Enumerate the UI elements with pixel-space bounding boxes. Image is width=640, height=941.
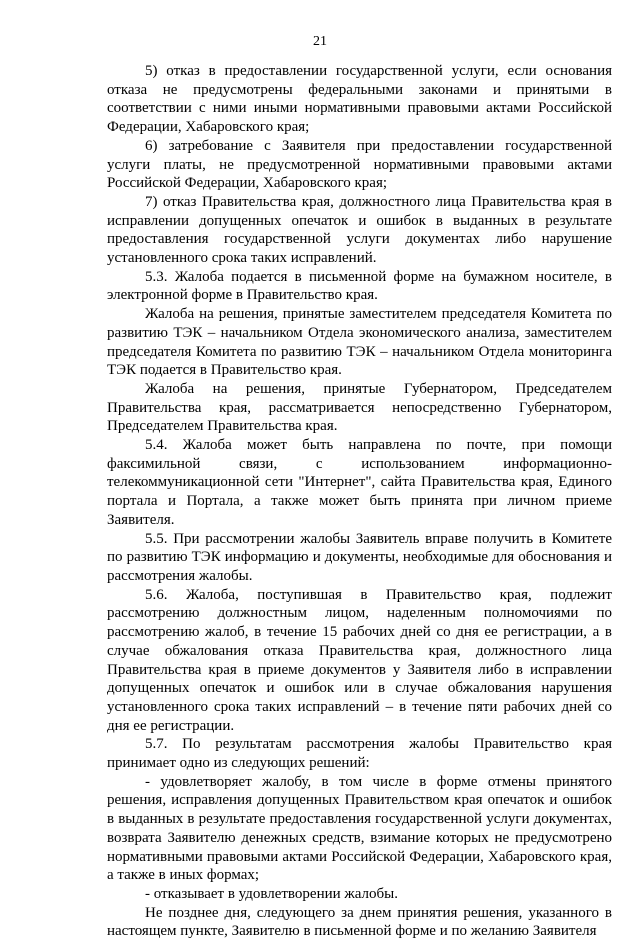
paragraph-5-7: 5.7. По результатам рассмотрения жалобы Правительство края принимает одно из следующих решений: [107, 736, 612, 772]
paragraph-complaint-deputy: Жалоба на решения, принятые заместителем председателя Комитета по развитию ТЭК – начальником Отдела экономического анализа, заместителем председателя Комитета по развитию ТЭК – начальником Отдела мониторинга ТЭК подается в Правительство края. [107, 306, 612, 379]
paragraph-item-7: 7) отказ Правительства края, должностного лица Правительства края в исправлении допущенных опечаток и ошибок в выданных в результате предоставления государственной услуги документах либо нарушение установленного срока таких исправлений. [107, 193, 612, 267]
paragraph-decision-refuse: - отказывает в удовлетворении жалобы. [145, 885, 399, 902]
paragraph-5-4: 5.4. Жалоба может быть направлена по почте, при помощи факсимильной связи, с использованием информационно-телекоммуникационной сети "Интернет", сайта Правительства края, Единого портала и Портала, а также может быть принята при личном приеме Заявителя. [107, 437, 612, 528]
paragraph-notification: Не позднее дня, следующего за днем принятия решения, указанного в настоящем пункте, Заявителю в письменной форме и по желанию Заявителя [107, 904, 612, 940]
paragraph-5-5: 5.5. При рассмотрении жалобы Заявитель вправе получить в Комитете по развитию ТЭК информацию и документы, необходимые для обоснования и рассмотрения жалобы. [107, 530, 612, 584]
document-body [107, 62, 612, 941]
paragraph-item-6: 6) затребование с Заявителя при предоставлении государственной услуги платы, не предусмотренной нормативными правовыми актами Российской Федерации, Хабаровского края; [107, 137, 612, 192]
paragraph-5-6: 5.6. Жалоба, поступившая в Правительство края, подлежит рассмотрению должностным лицом, наделенным полномочиями по рассмотрению жалоб, в течение 15 рабочих дней со дня ее регистрации, а в случае обжалования отказа Правительства края, должностного лица Правительства края в приеме документов у Заявителя либо в исправлении допущенных опечаток и ошибок или в случае обжалования нарушения установленного срока таких исправлений – в течение пяти рабочих дней со дня ее регистрации. [107, 586, 612, 734]
paragraph-complaint-governor: Жалоба на решения, принятые Губернатором, Председателем Правительства края, рассматривается непосредственно Губернатором, Председателем Правительства края. [107, 380, 612, 435]
paragraph-item-5: 5) отказ в предоставлении государственной услуги, если основания отказа не предусмотрены федеральными законами и принятыми в соответствии с ними иными нормативными правовыми актами Российской Федерации, Хабаровского края; [107, 63, 612, 136]
page-number: 21 [313, 34, 327, 49]
paragraph-5-3: 5.3. Жалоба подается в письменной форме на бумажном носителе, в электронной форме в Правительство края. [107, 268, 612, 304]
paragraph-decision-satisfy: - удовлетворяет жалобу, в том числе в форме отмены принятого решения, исправления допущенных Правительством края опечаток и ошибок в выданных в результате предоставления государственной услуги документах, возврата Заявителю денежных средств, взимание которых не предусмотрено нормативными правовыми актами Российской Федерации, Хабаровского края, а также в иных формах; [107, 773, 612, 884]
